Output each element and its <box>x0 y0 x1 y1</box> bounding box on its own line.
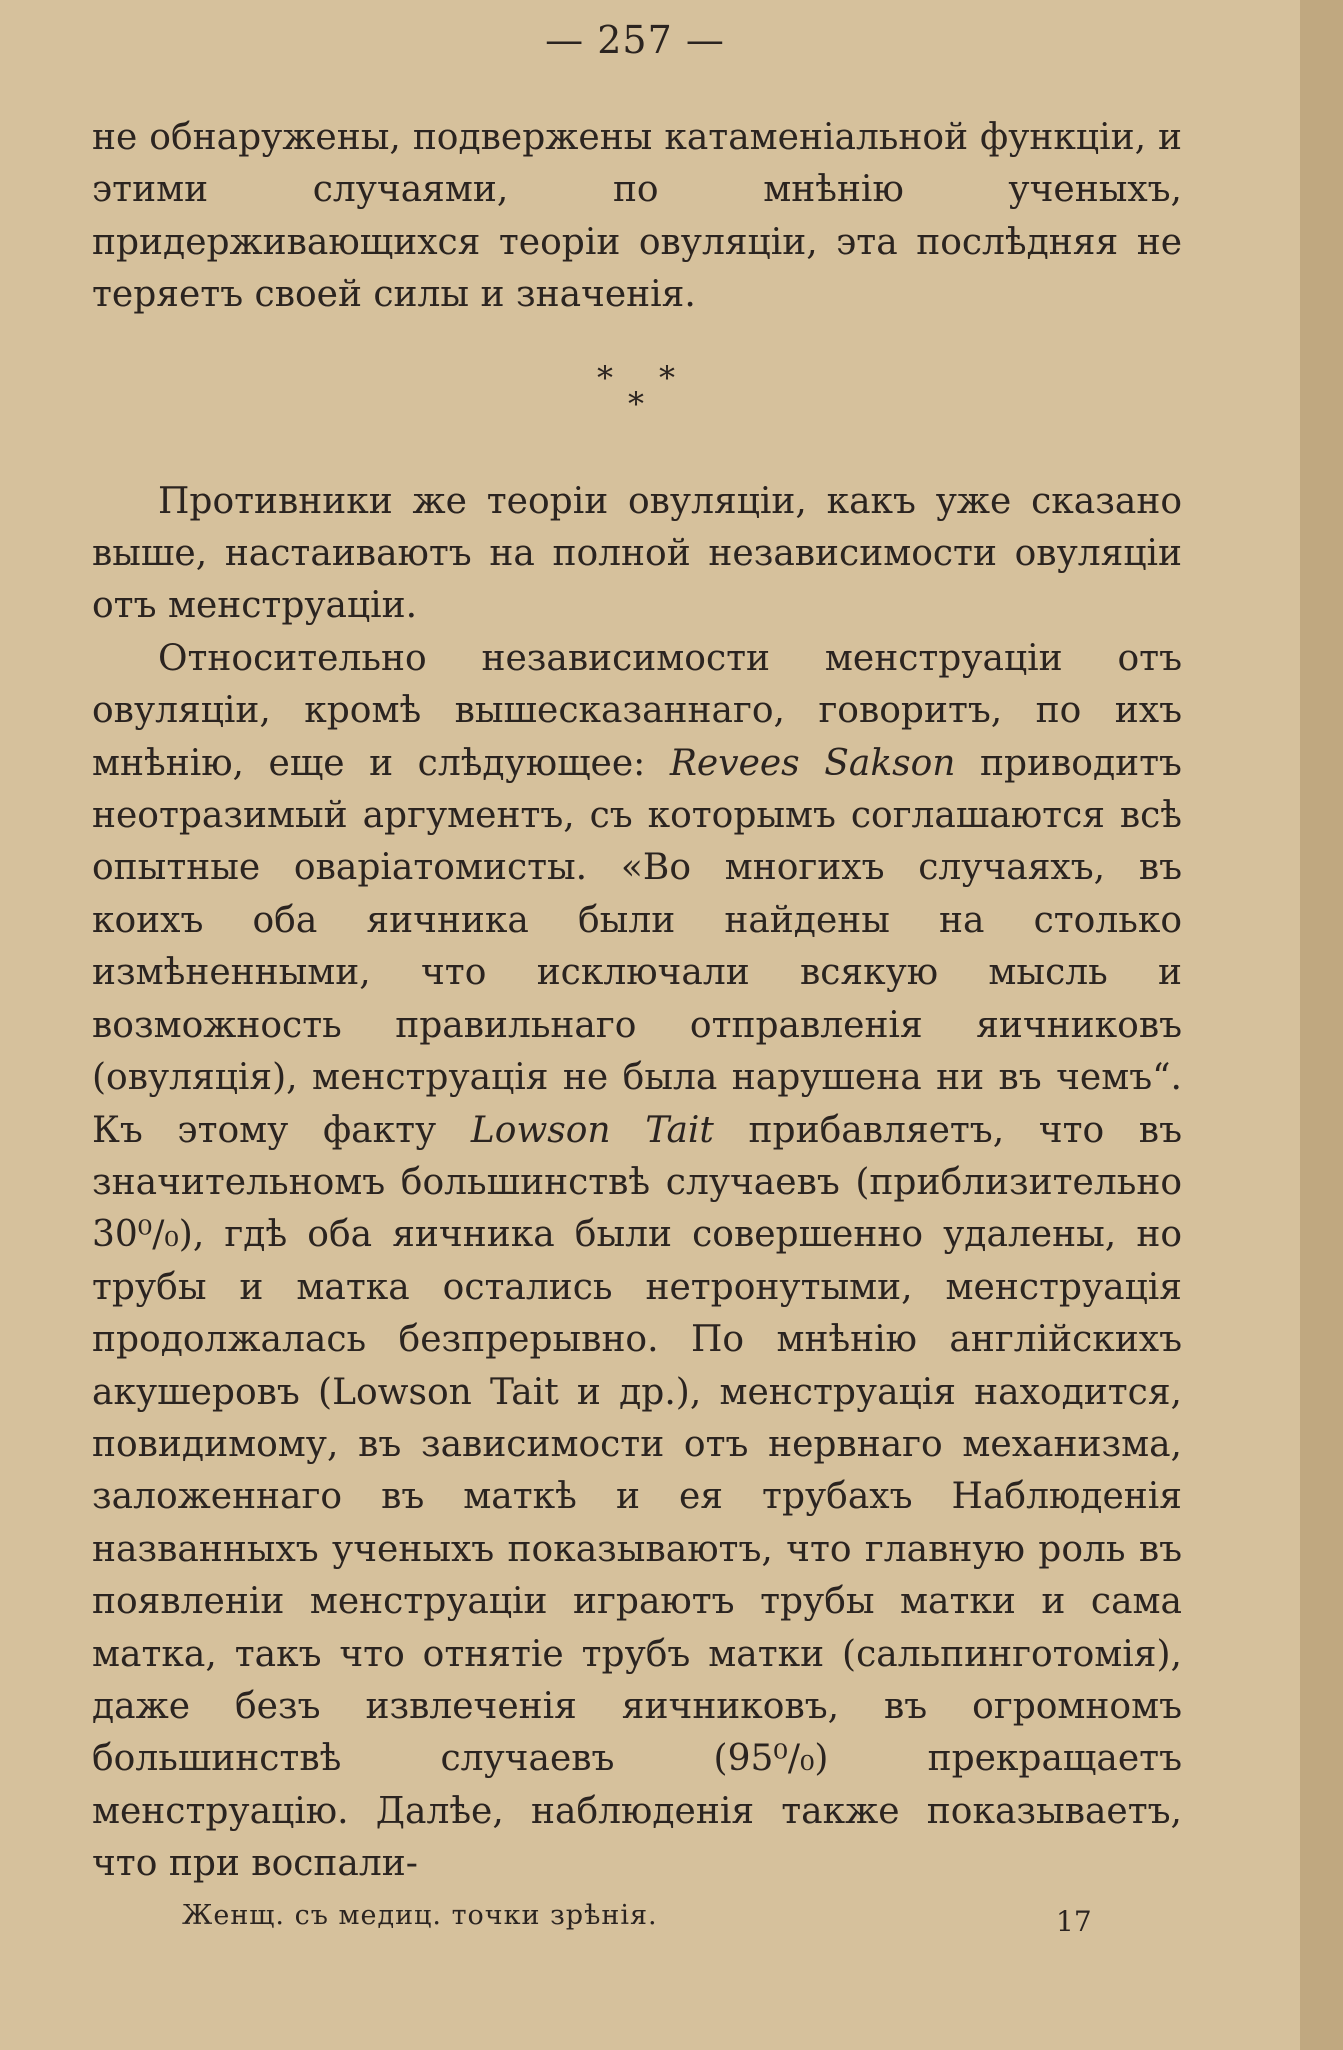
body-text <box>92 112 1182 1891</box>
paragraph-text: Относительно независимости менструаціи отъ овуляціи, кромѣ вышесказаннаго, говоритъ, по ихъ мнѣнію, еще и слѣдующее: <box>92 637 1182 784</box>
signature-line: Женщ. съ медиц. точки зрѣнія. <box>182 1900 658 1931</box>
author-name: Revees Sakson <box>669 742 956 784</box>
page-edge <box>1300 0 1343 2050</box>
paragraph-text: прибавляетъ, что въ значительномъ большинствѣ случаевъ (приблизительно 30⁰/₀), гдѣ оба яичника были совершенно удалены, но трубы и матка остались нетронутыми, менструація продолжалась безпрерывно. По мнѣнію англійскихъ акушеровъ (Lowson Tait и др.), менструація находится, повидимому, въ зависимости отъ нервнаго механизма, заложеннаго въ маткѣ и ея трубахъ Наблюденія названныхъ ученыхъ показываютъ, что главную роль въ появленіи менструаціи играютъ трубы матки и сама матка, такъ что отнятіе трубъ матки (сальпинготомія), даже безъ извлеченія яичниковъ, въ огромномъ большинствѣ случаевъ (95⁰/₀) прекращаетъ менструацію. Далѣе, наблюденія также показываетъ, что при воспали- <box>92 1109 1182 1885</box>
separator-star: * <box>659 358 675 397</box>
page-number: — 257 — <box>545 18 725 62</box>
section-separator <box>92 322 1182 476</box>
paragraph-continuation: не обнаружены, подвержены катаменіальной функціи, и этими случаями, по мнѣнію ученыхъ, придерживающихся теоріи овуляціи, эта послѣдняя не теряетъ своей силы и значенія. <box>92 117 1182 316</box>
paragraph-independence <box>92 633 1182 1891</box>
paragraph-text: приводитъ неотразимый аргументъ, съ которымъ соглашаются всѣ опытные оваріатомисты. «Во многихъ случаяхъ, въ коихъ оба яичника были найдены на столько измѣненными, что исключали всякую мысль и возможность правильнаго отправленія яичниковъ (овуляція), менструація не была нарушена ни въ чемъ“. Къ этому факту <box>92 742 1182 1151</box>
author-name: Lowson Tait <box>470 1109 714 1151</box>
sheet-number: 17 <box>1056 1905 1092 1938</box>
separator-star: * <box>597 358 613 397</box>
separator-star: * <box>628 384 644 423</box>
paragraph-opponents: Противники же теоріи овуляціи, какъ уже сказано выше, настаиваютъ на полной независимости овуляціи отъ менструаціи. <box>92 480 1182 627</box>
